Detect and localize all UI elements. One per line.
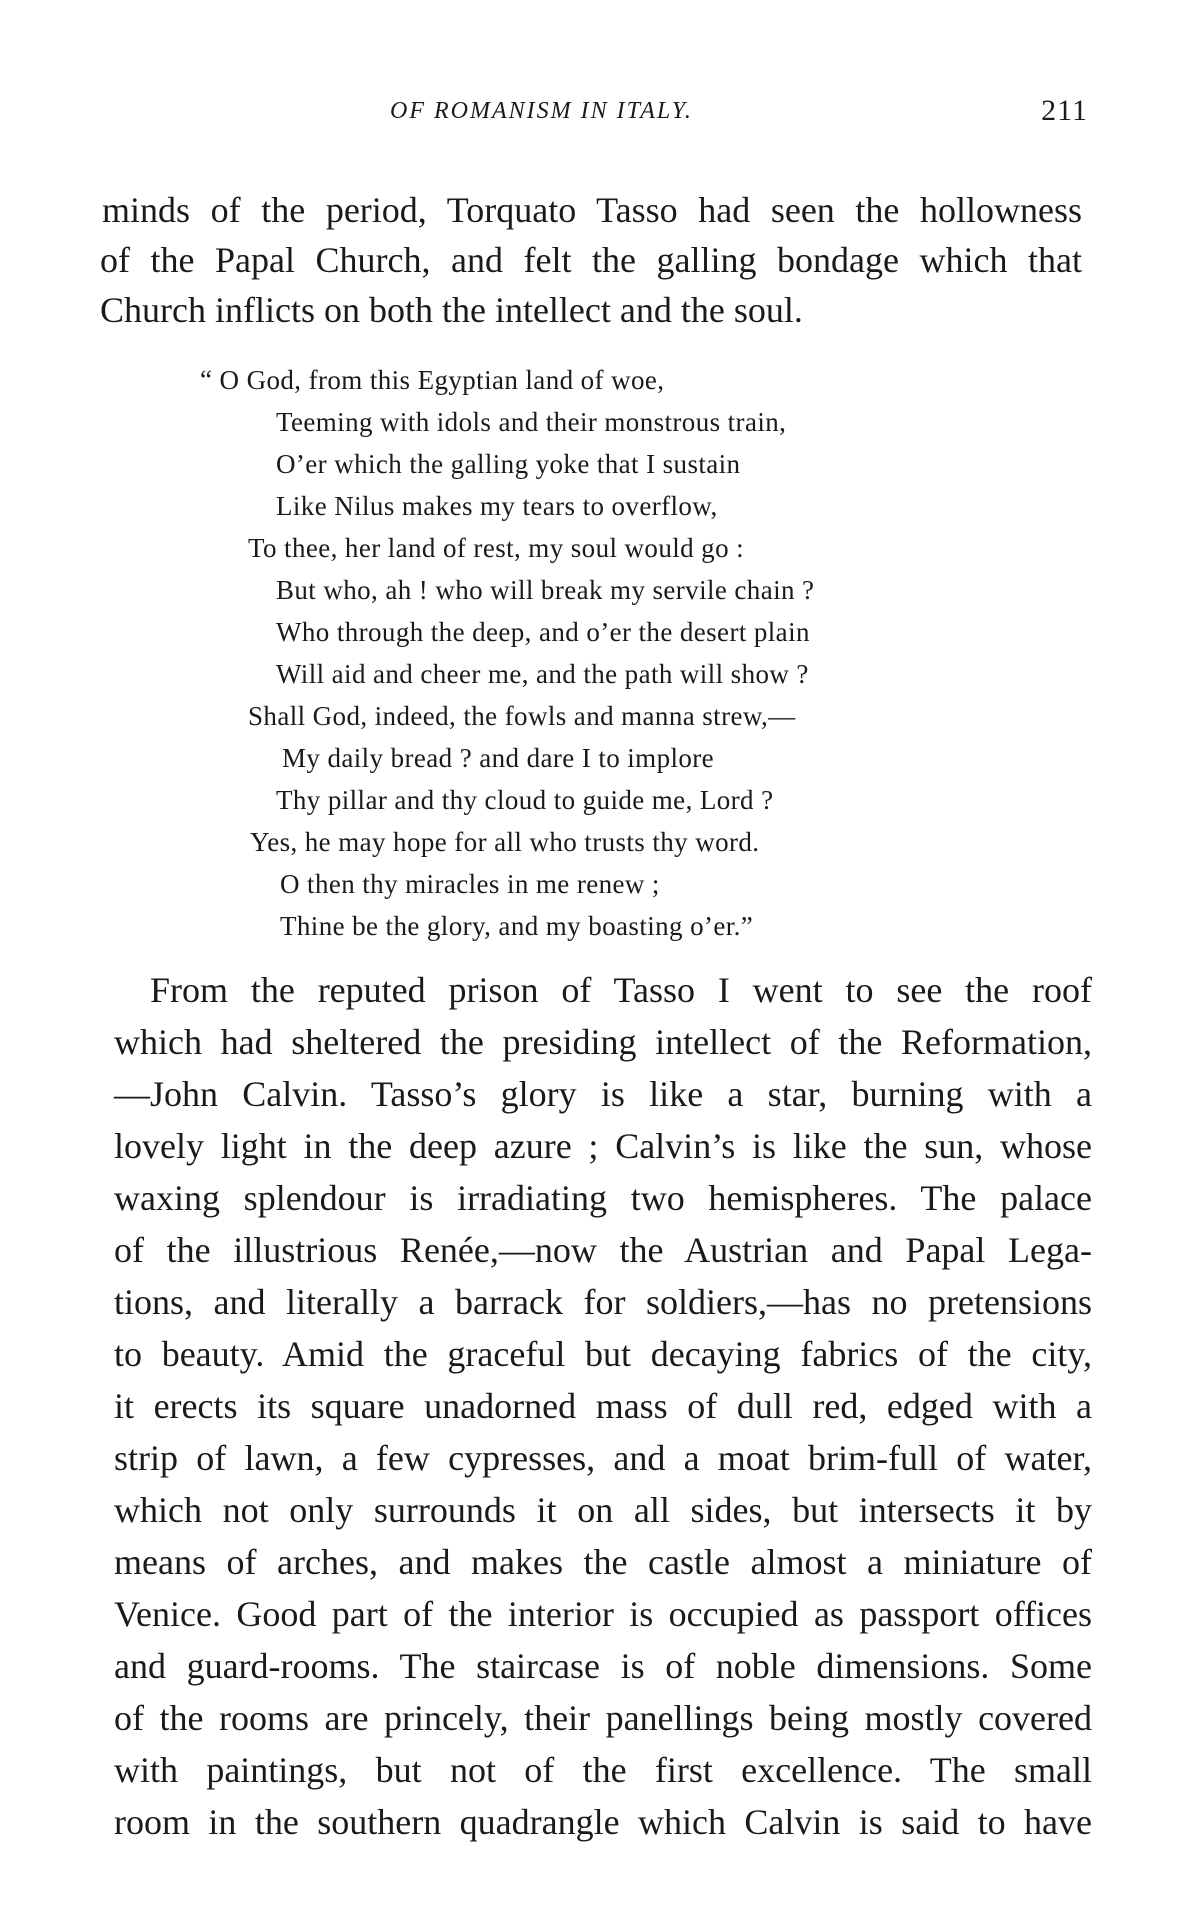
verse-line: Thine be the glory, and my boasting o’er.” <box>280 911 754 941</box>
text-line: Venice. Good part of the interior is occupied as passport offices <box>114 1594 1092 1634</box>
text-line: —John Calvin. Tasso’s glory is like a star, burning with a <box>114 1074 1092 1114</box>
text-line: of the rooms are princely, their panellings being mostly covered <box>114 1698 1092 1738</box>
verse-line: O then thy miracles in me renew ; <box>280 869 660 899</box>
verse-line: Like Nilus makes my tears to overflow, <box>276 491 718 521</box>
verse-line: Will aid and cheer me, and the path will show ? <box>276 659 809 689</box>
text-line: it erects its square unadorned mass of dull red, edged with a <box>114 1386 1092 1426</box>
text-line: waxing splendour is irradiating two hemispheres. The palace <box>114 1178 1092 1218</box>
text-line: lovely light in the deep azure ; Calvin’s is like the sun, whose <box>114 1126 1092 1166</box>
verse-line: Shall God, indeed, the fowls and manna strew,— <box>248 701 796 731</box>
text-line: Church inflicts on both the intellect and the soul. <box>100 290 803 330</box>
verse-line: But who, ah ! who will break my servile chain ? <box>276 575 815 605</box>
verse-line: Teeming with idols and their monstrous train, <box>276 407 787 437</box>
verse-line: My daily bread ? and dare I to implore <box>282 743 715 773</box>
text-line: minds of the period, Torquato Tasso had seen the hollowness <box>102 190 1082 230</box>
running-title: OF ROMANISM IN ITALY. <box>390 98 693 124</box>
running-head <box>100 94 1090 134</box>
verse-line: Who through the deep, and o’er the desert plain <box>276 617 810 647</box>
text-line: strip of lawn, a few cypresses, and a moat brim-full of water, <box>114 1438 1092 1478</box>
text-line: and guard-rooms. The staircase is of noble dimensions. Some <box>114 1646 1092 1686</box>
text-line: of the illustrious Renée,—now the Austrian and Papal Lega- <box>114 1230 1092 1270</box>
text-line: tions, and literally a barrack for soldiers,—has no pretensions <box>114 1282 1092 1322</box>
verse-line: Yes, he may hope for all who trusts thy word. <box>250 827 760 857</box>
verse-line: Thy pillar and thy cloud to guide me, Lord ? <box>276 785 774 815</box>
page-number: 211 <box>1041 94 1088 127</box>
text-line: which not only surrounds it on all sides, but intersects it by <box>114 1490 1092 1530</box>
text-line: means of arches, and makes the castle almost a miniature of <box>114 1542 1092 1582</box>
verse-line: “ O God, from this Egyptian land of woe, <box>200 365 665 395</box>
verse-line: To thee, her land of rest, my soul would go : <box>248 533 745 563</box>
text-line: with paintings, but not of the first excellence. The small <box>114 1750 1092 1790</box>
text-line: which had sheltered the presiding intellect of the Reformation, <box>114 1022 1092 1062</box>
verse-line: O’er which the galling yoke that I sustain <box>276 449 741 479</box>
text-line: room in the southern quadrangle which Calvin is said to have <box>114 1802 1092 1842</box>
text-line: From the reputed prison of Tasso I went to see the roof <box>150 970 1092 1010</box>
text-line: to beauty. Amid the graceful but decaying fabrics of the city, <box>114 1334 1092 1374</box>
text-line: of the Papal Church, and felt the galling bondage which that <box>100 240 1082 280</box>
